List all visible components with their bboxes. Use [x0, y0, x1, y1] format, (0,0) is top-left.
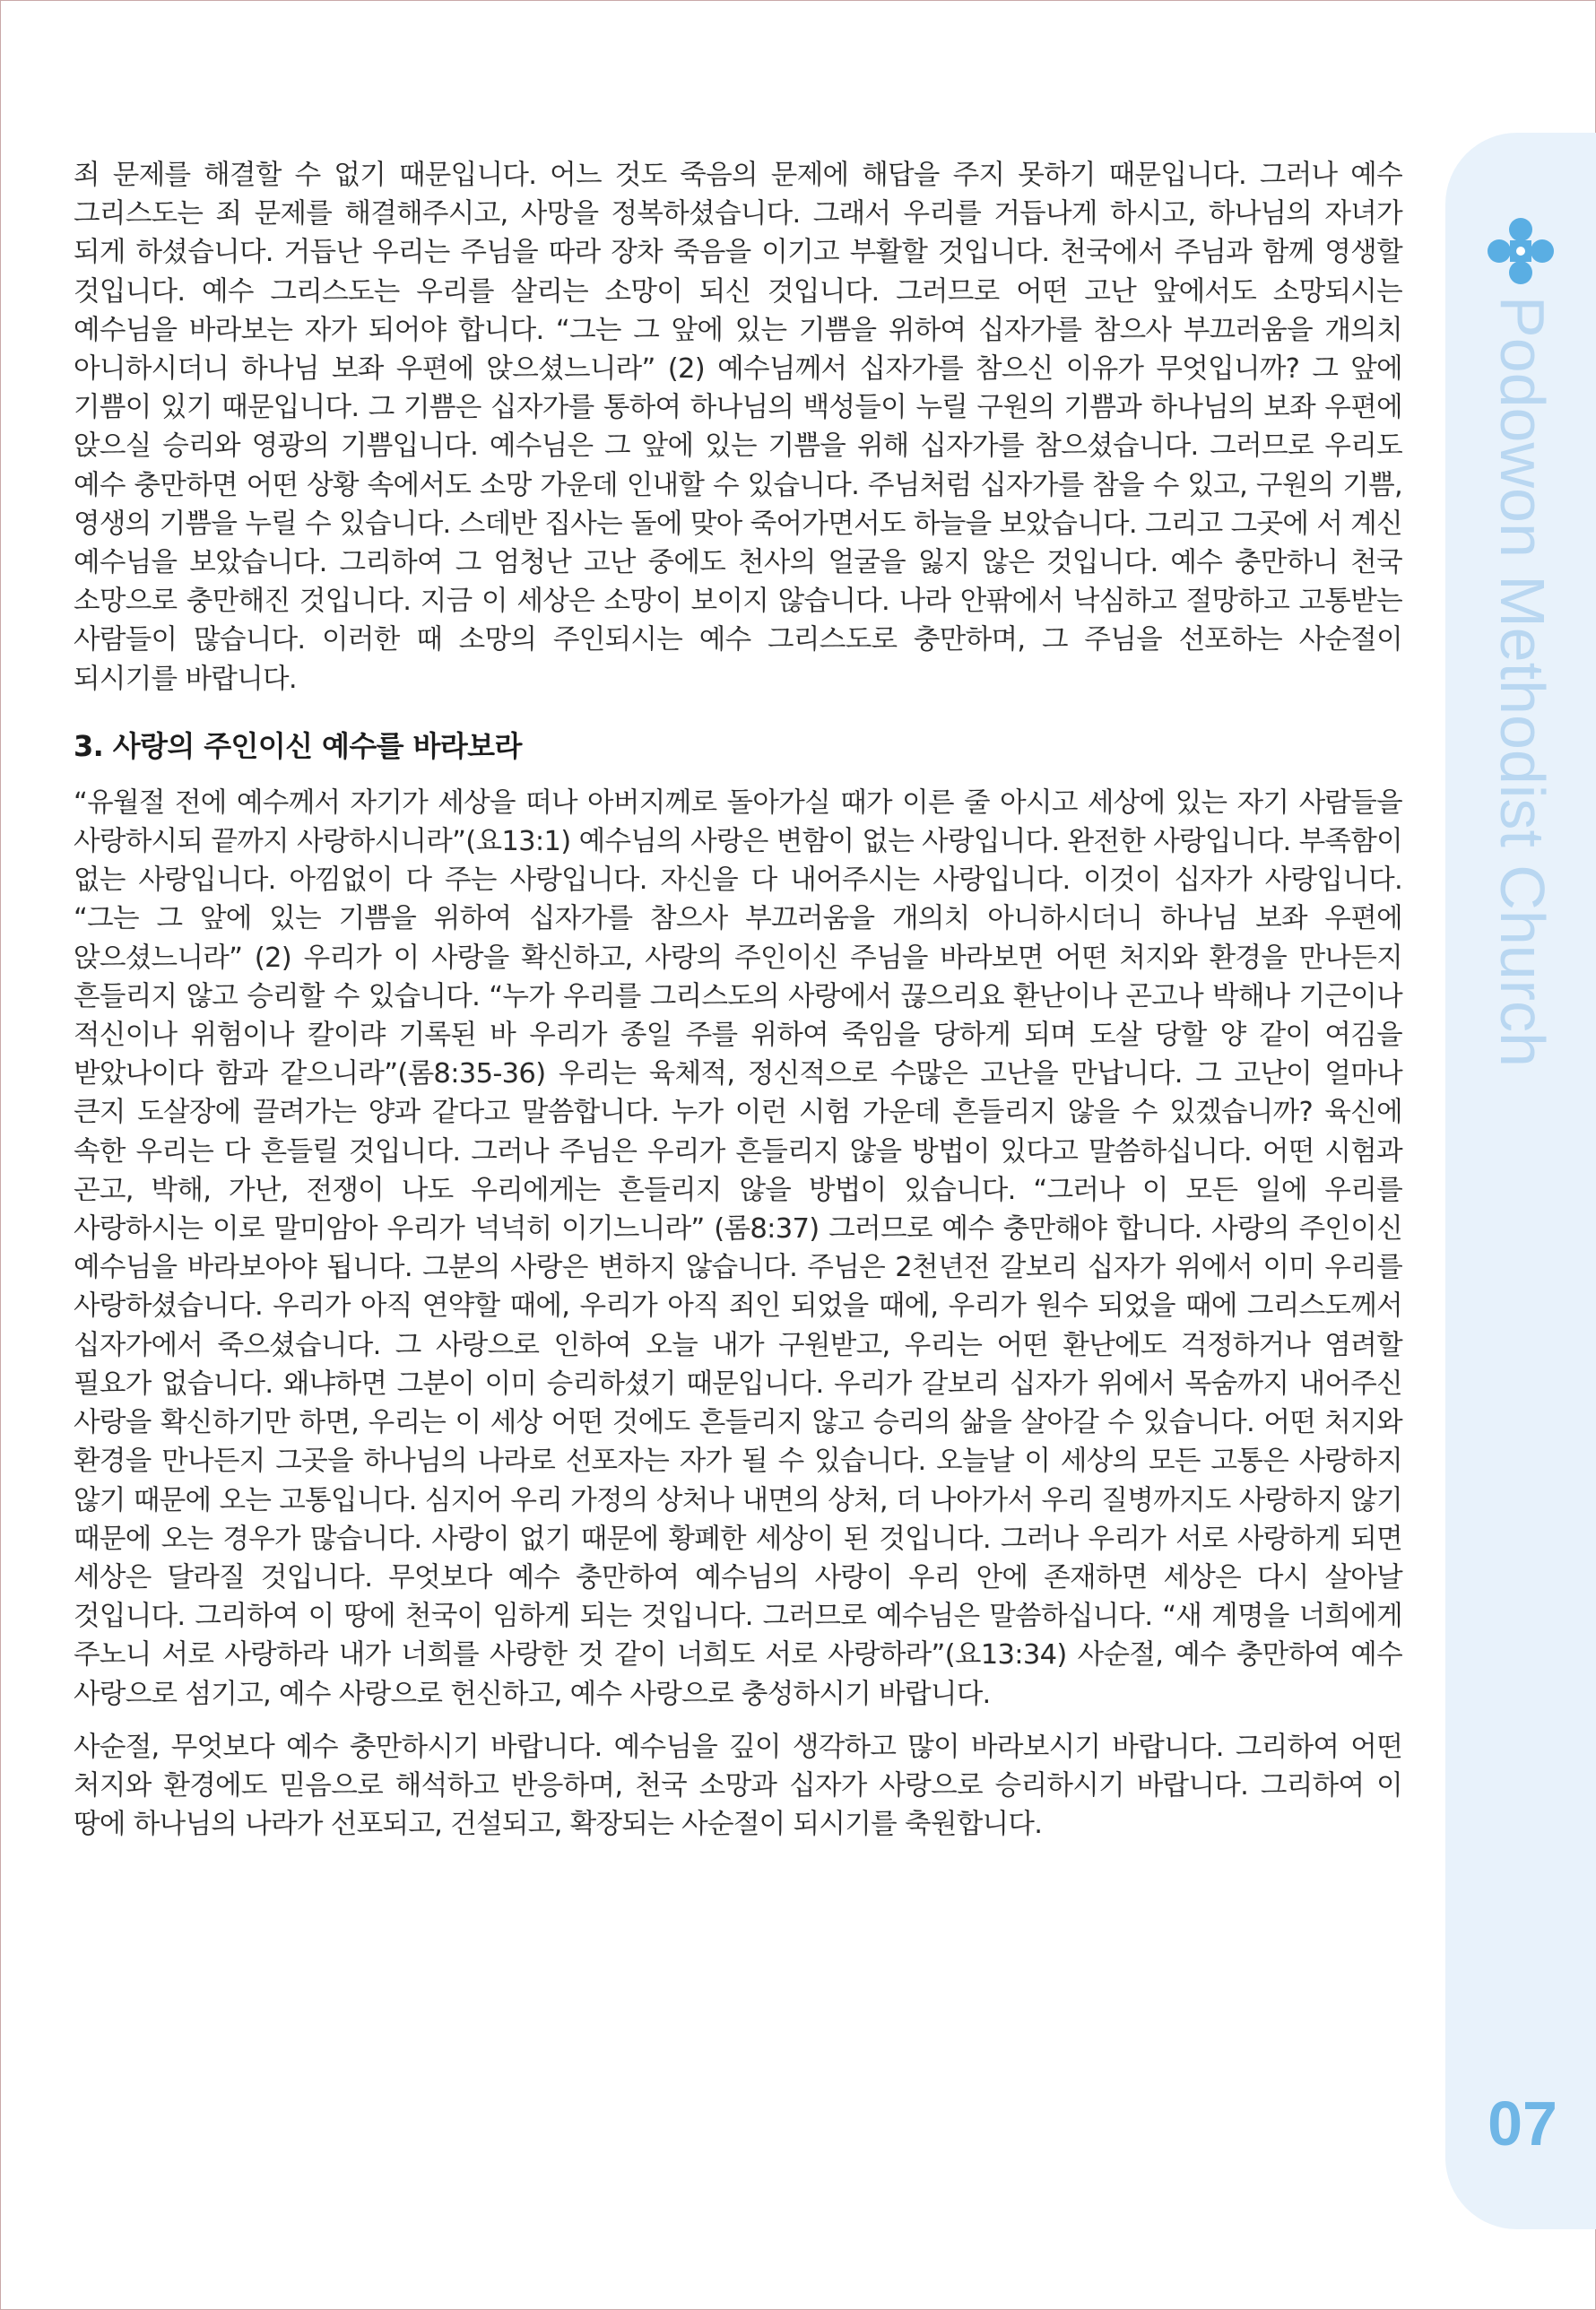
paragraph-gap [74, 1714, 1402, 1728]
page-number: 07 [1488, 2089, 1557, 2158]
article-body [74, 156, 1402, 1844]
paragraph-hope: 죄 문제를 해결할 수 없기 때문입니다. 어느 것도 죽음의 문제에 해답을 주지 못하기 때문입니다. 그러나 예수 그리스도는 죄 문제를 해결해주시고, 사망을 정복하셨습니다. 그래서 우리를 거듭나게 하시고, 하나님의 자녀가 되게 하셨습니다. 거듭난 우리는 주님을 따라 장차 죽음을 이기고 부활할 것입니다. 천국에서 주님과 함께 영생할 것입니다. 예수 그리스도는 우리를 살리는 소망이 되신 것입니다. 그러므로 어떤 고난 앞에서도 소망되시는 예수님을 바라보는 자가 되어야 합니다. “그는 그 앞에 있는 기쁨을 위하여 십자가를 참으사 부끄러움을 개의치 아니하시더니 하나님 보좌 우편에 앉으셨느니라” (2) 예수님께서 십자가를 참으신 이유가 무엇입니까? 그 앞에 기쁨이 있기 때문입니다. 그 기쁨은 십자가를 통하여 하나님의 백성들이 누릴 구원의 기쁨과 하나님의 보좌 우편에 앉으실 승리와 영광의 기쁨입니다. 예수님은 그 앞에 있는 기쁨을 위해 십자가를 참으셨습니다. 그러므로 우리도 예수 충만하면 어떤 상황 속에서도 소망 가운데 인내할 수 있습니다. 주님처럼 십자가를 참을 수 있고, 구원의 기쁨, 영생의 기쁨을 누릴 수 있습니다. 스데반 집사는 돌에 맞아 죽어가면서도 하늘을 보았습니다. 그리고 그곳에 서 계신 예수님을 보았습니다. 그리하여 그 엄청난 고난 중에도 천사의 얼굴을 잃지 않은 것입니다. 예수 충만하니 천국 소망으로 충만해진 것입니다. 지금 이 세상은 소망이 보이지 않습니다. 나라 안팎에서 낙심하고 절망하고 고통받는 사람들이 많습니다. 이러한 때 소망의 주인되시는 예수 그리스도로 충만하며, 그 주님을 선포하는 사순절이 되시기를 바랍니다. [74, 160, 1402, 695]
paragraph-love: “유월절 전에 예수께서 자기가 세상을 떠나 아버지께로 돌아가실 때가 이른 줄 아시고 세상에 있는 자기 사람들을 사랑하시되 끝까지 사랑하시니라”(요13:1) 예수님의 사랑은 변함이 없는 사랑입니다. 완전한 사랑입니다. 부족함이 없는 사랑입니다. 아낌없이 다 주는 사랑입니다. 자신을 다 내어주시는 사랑입니다. 이것이 십자가 사랑입니다. “그는 그 앞에 있는 기쁨을 위하여 십자가를 참으사 부끄러움을 개의치 아니하시더니 하나님 보좌 우편에 앉으셨느니라” (2) 우리가 이 사랑을 확신하고, 사랑의 주인이신 주님을 바라보면 어떤 처지와 환경을 만나든지 흔들리지 않고 승리할 수 있습니다. “누가 우리를 그리스도의 사랑에서 끊으리요 환난이나 곤고나 박해나 기근이나 적신이나 위험이나 칼이랴 기록된 바 우리가 종일 주를 위하여 죽임을 당하게 되며 도살 당할 양 같이 여김을 받았나이다 함과 같으니라”(롬8:35-36) 우리는 육체적, 정신적으로 수많은 고난을 만납니다. 그 고난이 얼마나 큰지 도살장에 끌려가는 양과 같다고 말씀합니다. 누가 이런 시험 가운데 흔들리지 않을 수 있겠습니까? 육신에 속한 우리는 다 흔들릴 것입니다. 그러나 주님은 우리가 흔들리지 않을 방법이 있다고 말씀하십니다. 어떤 시험과 곤고, 박해, 가난, 전쟁이 나도 우리에게는 흔들리지 않을 방법이 있습니다. “그러나 이 모든 일에 우리를 사랑하시는 이로 말미암아 우리가 넉넉히 이기느니라” (롬8:37) 그러므로 예수 충만해야 합니다. 사랑의 주인이신 예수님을 바라보아야 됩니다. 그분의 사랑은 변하지 않습니다. 주님은 2천년전 갈보리 십자가 위에서 이미 우리를 사랑하셨습니다. 우리가 아직 연약할 때에, 우리가 아직 죄인 되었을 때에, 우리가 원수 되었을 때에 그리스도께서 십자가에서 죽으셨습니다. 그 사랑으로 인하여 오늘 내가 구원받고, 우리는 어떤 환난에도 걱정하거나 염려할 필요가 없습니다. 왜냐하면 그분이 이미 승리하셨기 때문입니다. 우리가 갈보리 십자가 위에서 목숨까지 내어주신 사랑을 확신하기만 하면, 우리는 이 세상 어떤 것에도 흔들리지 않고 승리의 삶을 살아갈 수 있습니다. 어떤 처지와 환경을 만나든지 그곳을 하나님의 나라로 선포자는 자가 될 수 있습니다. 오늘날 이 세상의 모든 고통은 사랑하지 않기 때문에 오는 고통입니다. 심지어 우리 가정의 상처나 내면의 상처, 더 나아가서 우리 질병까지도 사랑하지 않기 때문에 오는 경우가 많습니다. 사랑이 없기 때문에 황폐한 세상이 된 것입니다. 그러나 우리가 서로 사랑하게 되면 세상은 달라질 것입니다. 무엇보다 예수 충만하여 예수님의 사랑이 우리 안에 존재하면 세상은 다시 살아날 것입니다. 그리하여 이 땅에 천국이 임하게 되는 것입니다. 그러므로 예수님은 말씀하십니다. “새 계명을 너희에게 주노니 서로 사랑하라 내가 너희를 사랑한 것 같이 너희도 서로 사랑하라”(요13:34) 사순절, 예수 충만하여 예수 사랑으로 섬기고, 예수 사랑으로 헌신하고, 예수 사랑으로 충성하시기 바랍니다. [74, 786, 1402, 1710]
church-name: Podowon Methodist Church [1488, 296, 1557, 1067]
quatrefoil-cross-icon [1487, 217, 1555, 285]
paragraph-closing: 사순절, 무엇보다 예수 충만하시기 바랍니다. 예수님을 깊이 생각하고 많이 바라보시기 바랍니다. 그리하여 어떤 처지와 환경에도 믿음으로 해석하고 반응하며, 천국 소망과 십자가 사랑으로 승리하시기 바랍니다. 그리하여 이 땅에 하나님의 나라가 선포되고, 건설되고, 확장되는 사순절이 되시기를 축원합니다. [74, 1731, 1402, 1841]
section-heading-love: 3. 사랑의 주인이신 예수를 바라보라 [74, 728, 522, 763]
